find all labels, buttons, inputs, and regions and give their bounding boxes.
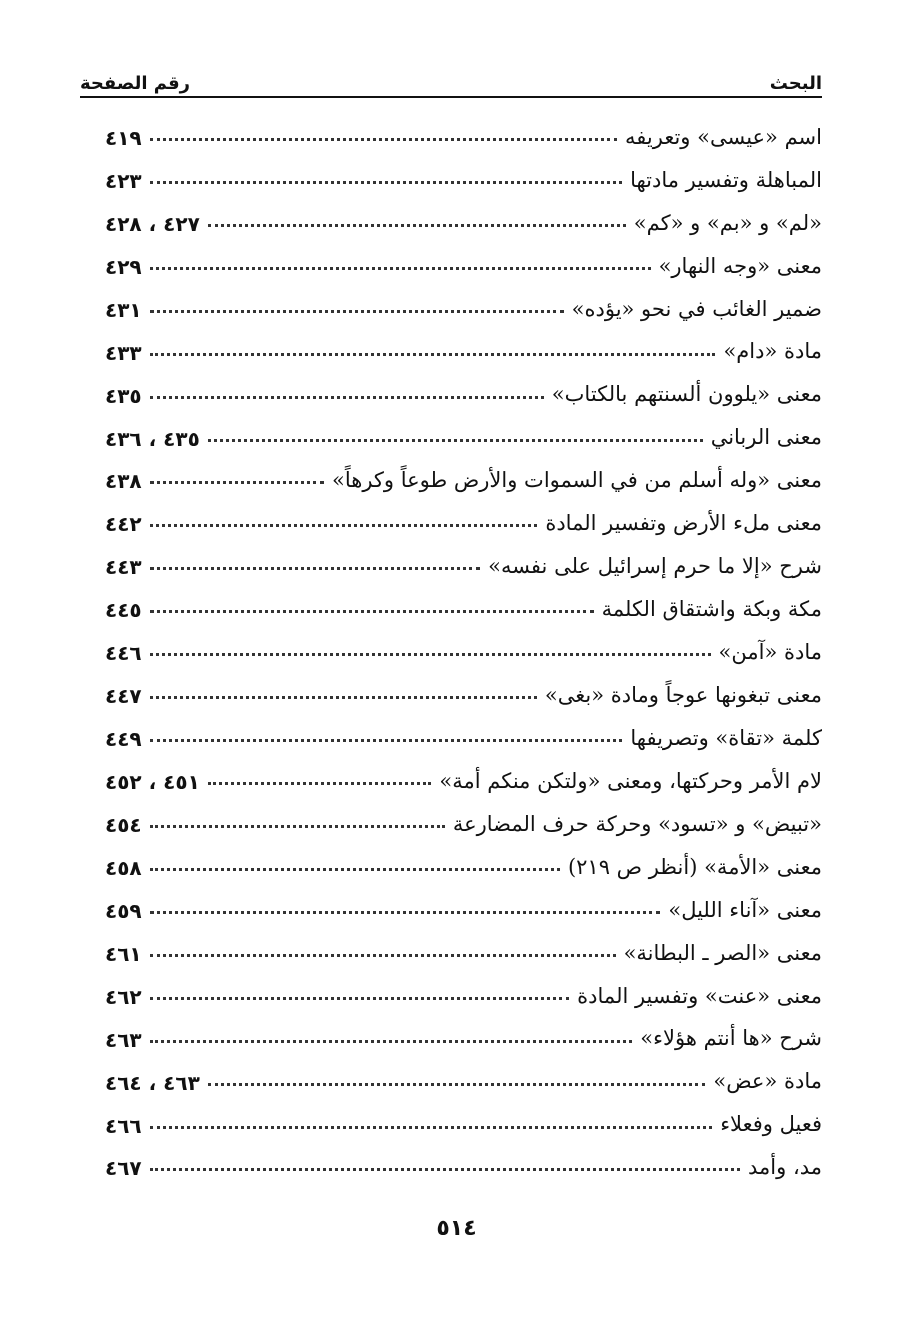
index-entry [105,1095,822,1138]
index-entry [105,708,822,751]
entry-page-numbers: ٤٦٣ [105,1027,142,1052]
dot-leader [150,481,324,484]
entry-topic: مادة «دام» [723,339,822,364]
entry-topic: شرح «إلا ما حرم إسرائيل على نفسه» [488,554,822,579]
entry-page-numbers: ٤٥٨ [105,855,142,880]
dot-leader [150,610,594,613]
index-entry [105,322,822,365]
dot-leader [208,224,626,227]
entry-page-numbers: ٤٦٦ [105,1113,142,1138]
entry-page-numbers: ٤٤٩ [105,727,142,752]
entry-topic: لام الأمر وحركتها، ومعنى «ولتكن منكم أمة» [439,768,822,793]
index-entry [105,279,822,322]
entry-page-numbers: ٤٥٩ [105,898,142,923]
entry-page-numbers: ٤٤٧ [105,684,142,709]
entry-page-numbers: ٤٥٤ [105,812,142,837]
page-header [80,62,822,98]
index-entry [105,150,822,193]
entry-page-numbers: ٤٤٦ [105,641,142,666]
dot-leader [208,782,432,785]
index-entry [105,536,822,579]
entry-topic: «لم» و «بم» و «كم» [633,210,822,235]
dot-leader [208,1083,706,1086]
index-entry [105,837,822,880]
header-topic-title: البحث [769,73,822,94]
page-number: ٥١٤ [436,1216,477,1241]
entry-page-numbers: ٤٦٣ ، ٤٦٤ [105,1070,200,1095]
entry-page-numbers: ٤١٩ [105,125,142,150]
entry-page-numbers: ٤٣١ [105,297,142,322]
entry-topic: فعيل وفعلاء [720,1112,822,1137]
entry-topic: معنى «يلوون ألسنتهم بالكتاب» [551,382,822,407]
entry-page-numbers: ٤٤٣ [105,555,142,580]
dot-leader [150,267,651,270]
entry-topic: معنى «وله أسلم من في السموات والأرض طوعاً وكرهاً» [332,468,822,493]
dot-leader [150,868,560,871]
entry-page-numbers: ٤٣٨ [105,469,142,494]
entry-page-numbers: ٤٣٥ ، ٤٣٦ [105,426,200,451]
entry-page-numbers: ٤٢٩ [105,254,142,279]
entry-page-numbers: ٤٥١ ، ٤٥٢ [105,770,200,794]
index-entry [105,193,822,236]
entry-topic: «تبيض» و «تسود» وحركة حرف المضارعة [452,811,822,836]
entry-page-numbers: ٤٤٢ [105,512,142,537]
entry-topic: معنى ملء الأرض وتفسير المادة [545,511,822,536]
entry-topic: مادة «عض» [713,1069,822,1094]
entry-page-numbers: ٤٦٢ [105,984,142,1009]
index-entry [105,665,822,708]
dot-leader [150,567,480,570]
entry-topic: مد، وأمد [748,1155,822,1180]
entry-topic: كلمة «تقاة» وتصريفها [630,725,822,750]
index-entry [105,880,822,923]
entry-page-numbers: ٤٦٧ [105,1156,142,1181]
index-entry [105,923,822,966]
dot-leader [150,353,716,356]
entry-topic: مادة «آمن» [718,640,822,664]
index-entry [105,579,822,622]
index-entry [105,1009,822,1052]
entry-topic: المباهلة وتفسير مادتها [630,167,822,192]
entry-page-numbers: ٤٣٥ [105,383,142,408]
entry-page-numbers: ٤٦١ [105,941,142,966]
dot-leader [150,997,570,1000]
entry-topic: معنى الرباني [710,425,822,450]
entry-page-numbers: ٤٢٧ ، ٤٢٨ [105,211,200,236]
entry-topic: ضمير الغائب في نحو «يؤده» [571,296,822,321]
dot-leader [208,439,703,442]
index-entry [105,236,822,279]
index-entry [105,622,822,665]
index-entry [105,751,822,794]
dot-leader [150,911,661,914]
index-entry [105,408,822,451]
dot-leader [150,696,537,699]
entry-topic: شرح «ها أنتم هؤلاء» [640,1026,822,1051]
entry-topic: معنى «الأمة» (أنظر ص ٢١٩) [567,854,822,879]
index-entries-list [105,107,822,1180]
index-entry [105,365,822,408]
index-entry [105,1138,822,1181]
dot-leader [150,653,711,656]
entry-topic: معنى تبغونها عوجاً ومادة «بغى» [544,682,822,707]
header-page-number-title: رقم الصفحة [80,73,191,94]
index-entry [105,493,822,536]
dot-leader [150,396,544,399]
entry-page-numbers: ٤٤٥ [105,598,142,623]
dot-leader [150,825,445,828]
entry-topic: مكة وبكة واشتقاق الكلمة [601,597,822,622]
entry-topic: معنى «آناء الليل» [668,897,822,922]
dot-leader [150,138,617,141]
index-entry [105,794,822,837]
index-entry [105,107,822,150]
entry-topic: معنى «عنت» وتفسير المادة [577,983,822,1008]
entry-page-numbers: ٤٣٣ [105,340,142,365]
index-entry [105,1052,822,1095]
dot-leader [150,1126,713,1129]
dot-leader [150,310,564,313]
dot-leader [150,524,538,527]
dot-leader [150,1168,740,1171]
entry-topic: معنى «وجه النهار» [658,253,822,278]
entry-topic: اسم «عيسى» وتعريفه [625,124,822,149]
index-entry [105,966,822,1009]
entry-page-numbers: ٤٢٣ [105,168,142,193]
dot-leader [150,739,623,742]
dot-leader [150,954,616,957]
index-entry [105,451,822,494]
dot-leader [150,1040,633,1043]
dot-leader [150,181,622,184]
entry-topic: معنى «الصر ـ البطانة» [623,940,822,965]
